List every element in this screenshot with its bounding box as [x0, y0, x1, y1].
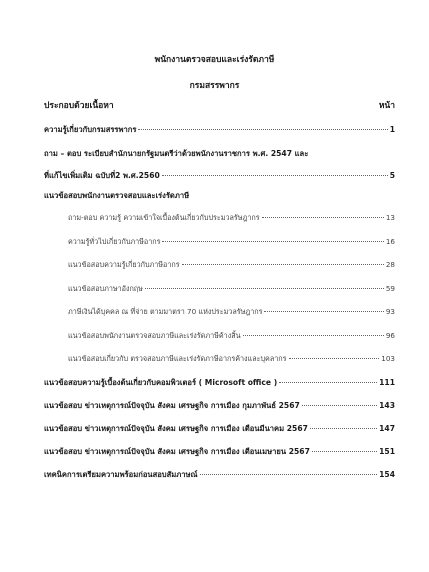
leader-dots — [312, 451, 377, 452]
toc-subentry — [68, 213, 395, 224]
toc-entry-page: 151 — [379, 447, 395, 456]
leader-dots — [310, 428, 377, 429]
toc-entry-label: แนวข้อสอบ ข่าวเหตุการณ์ปัจจุบัน สังคม เศรษฐกิจ การเมือง เดือนเมษายน 2567 — [44, 447, 310, 456]
toc-entry-label: แนวข้อสอบความรู้เกี่ยวกับภาษีอากร — [68, 260, 180, 269]
toc-entry-page: 96 — [385, 331, 395, 340]
toc-entry — [44, 446, 395, 458]
toc-entry-page: 111 — [379, 378, 395, 387]
toc-entry-label: แนวข้อสอบความรู้เบื้องต้นเกี่ยวกับคอมพิวเตอร์ ( Microsoft office ) — [44, 378, 278, 387]
toc-section-heading: แนวข้อสอบพนักงานตรวจสอบและเร่งรัดภาษี — [44, 191, 190, 200]
toc-entry-label: ถาม-ตอบ ความรู้ ความเข้าใจเบื้องต้นเกี่ยวกับประมวลรัษฎากร — [68, 213, 260, 222]
toc-entry-label: แนวข้อสอบ ข่าวเหตุการณ์ปัจจุบัน สังคม เศรษฐกิจ การเมือง กุมภาพันธ์ 2567 — [44, 401, 300, 410]
toc-entry-label: ความรู้เกี่ยวกับกรมสรรพากร — [44, 125, 137, 134]
toc-entry-page: 154 — [379, 470, 395, 479]
toc-entry-page: 28 — [385, 260, 395, 269]
leader-dots — [279, 382, 377, 383]
document-subtitle: กรมสรรพากร — [189, 81, 240, 91]
toc-entry-page: 59 — [385, 284, 395, 293]
leader-dots — [200, 474, 378, 475]
leader-dots — [162, 241, 383, 242]
toc-entry-page: 1 — [389, 125, 395, 134]
toc-entry-page: 13 — [385, 213, 395, 222]
page-column-heading: หน้า — [378, 101, 395, 111]
toc-entry — [44, 124, 395, 136]
toc-entry-label: ภาษีเงินได้บุคคล ณ ที่จ่าย ตามมาตรา 70 แห่งประมวลรัษฎากร — [68, 307, 263, 316]
leader-dots — [302, 405, 377, 406]
toc-entry-label: เทคนิคการเตรียมความพร้อมก่อนสอบสัมภาษณ์ — [44, 470, 198, 479]
toc-entry-label: แนวข้อสอบภาษาอังกฤษ — [68, 284, 143, 293]
toc-subentry — [68, 331, 395, 342]
toc-entry-page: 147 — [379, 424, 395, 433]
leader-dots — [145, 288, 384, 289]
toc-entry-page: 143 — [379, 401, 395, 410]
toc-subentry — [68, 307, 395, 318]
toc-entry — [44, 423, 395, 435]
toc-entry — [44, 469, 395, 481]
leader-dots — [262, 217, 384, 218]
toc-subentry — [68, 354, 395, 365]
toc-entry-page: 93 — [385, 307, 395, 316]
leader-dots — [264, 311, 383, 312]
toc-entry-line: ถาม – ตอบ ระเบียบสำนักนายกรัฐมนตรีว่าด้วยพนักงานราชการ พ.ศ. 2547 และ — [44, 149, 309, 158]
toc-entry-label: แนวข้อสอบ ข่าวเหตุการณ์ปัจจุบัน สังคม เศรษฐกิจ การเมือง เดือนมีนาคม 2567 — [44, 424, 308, 433]
toc-subentry — [68, 237, 395, 248]
leader-dots — [138, 129, 387, 130]
toc-entry-label: แนวข้อสอบเกี่ยวกับ ตรวจสอบภาษีและเร่งรัดภาษีอากรค้างและบุคลากร — [68, 354, 287, 363]
document-title: พนักงานตรวจสอบและเร่งรัดภาษี — [154, 55, 275, 65]
toc-entry-page: 103 — [381, 354, 395, 363]
toc-entry — [44, 170, 395, 182]
toc-entry-page: 16 — [385, 237, 395, 246]
leader-dots — [289, 358, 380, 359]
toc-entry-label: ความรู้ทั่วไปเกี่ยวกับภาษีอากร — [68, 237, 161, 246]
toc-entry-label: ที่แก้ไขเพิ่มเติม ฉบับที่2 พ.ศ.2560 — [44, 171, 160, 180]
leader-dots — [162, 175, 388, 176]
leader-dots — [243, 335, 384, 336]
toc-entry — [44, 400, 395, 412]
toc-subentry — [68, 260, 395, 271]
toc-entry — [44, 377, 395, 389]
leader-dots — [182, 264, 384, 265]
toc-heading: ประกอบด้วยเนื้อหา — [44, 101, 114, 111]
toc-entry-label: แนวข้อสอบพนักงานตรวจสอบภาษีและเร่งรัดภาษีค้างสิ้น — [68, 331, 241, 340]
toc-entry-page: 5 — [389, 171, 395, 180]
toc-subentry — [68, 284, 395, 295]
